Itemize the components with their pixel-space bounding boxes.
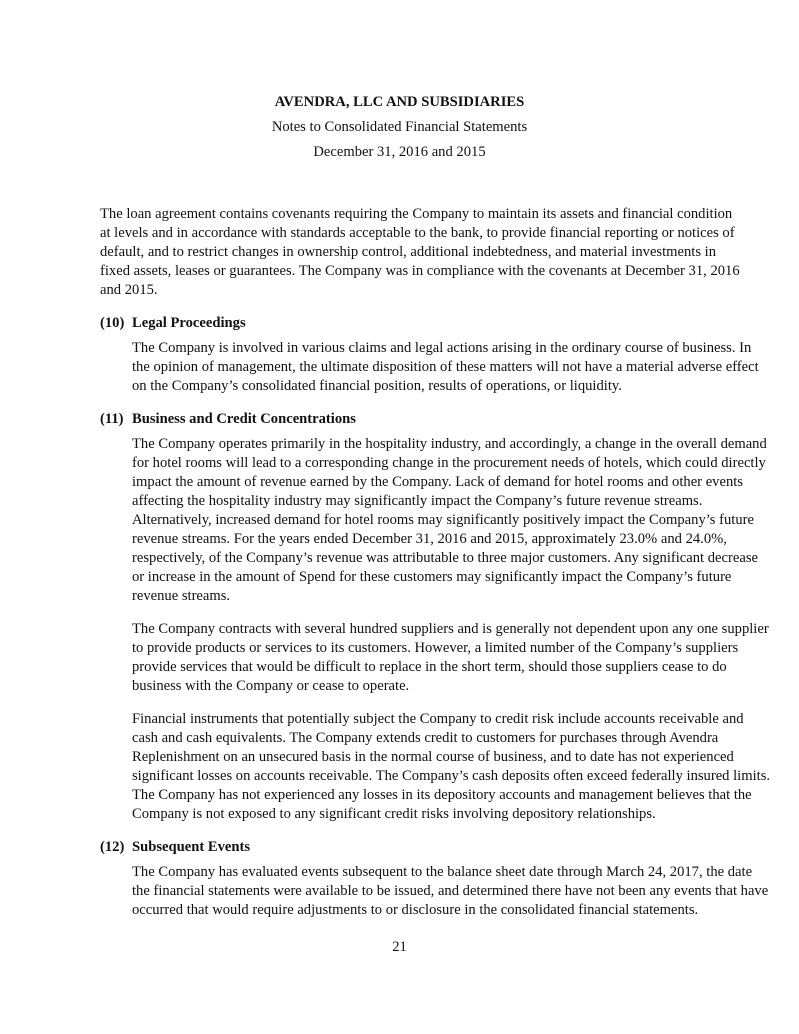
text-line: to provide products or services to its customers. However, a limited number of the Company’s suppliers [132,640,739,656]
text-line: revenue streams. [132,588,231,604]
text-line: the opinion of management, the ultimate disposition of these matters will not have a material adverse effect [132,359,759,375]
section-heading [100,410,740,429]
text-line: at levels and in accordance with standards acceptable to the bank, to provide financial reporting or notices of [100,225,735,241]
document-body [100,205,771,934]
text-line: significant losses on accounts receivable. The Company’s cash deposits often exceed federally insured limits. [132,768,771,784]
section-number: (10) [100,315,125,331]
text-line: The Company contracts with several hundred suppliers and is generally not dependent upon any one supplier [132,621,769,637]
section-heading [100,838,740,857]
text-line: on the Company’s consolidated financial position, results of operations, or liquidity. [132,378,622,394]
document-subtitle: Notes to Consolidated Financial Statements [271,119,528,135]
section-title: Subsequent Events [132,839,251,855]
text-line: provide services that would be difficult to replace in the short term, should those suppliers cease to do [132,659,727,675]
text-line: default, and to restrict changes in ownership control, additional indebtedness, and material investments in [100,244,717,260]
text-line: business with the Company or cease to operate. [132,678,410,694]
text-line: and 2015. [100,282,158,298]
text-line: revenue streams. For the years ended December 31, 2016 and 2015, approximately 23.0% and 24.0%, [132,531,727,547]
text-line: Replenishment on an unsecured basis in the normal course of business, and to date has not experienced [132,749,734,765]
section-title: Business and Credit Concentrations [132,411,356,427]
text-line: cash and cash equivalents. The Company extends credit to customers for purchases through Avendra [132,730,719,746]
text-line: respectively, of the Company’s revenue was attributable to three major customers. Any significant decrease [132,550,758,566]
text-line: The Company operates primarily in the hospitality industry, and accordingly, a change in the overall demand [132,436,767,452]
section-heading [100,314,740,333]
intro-paragraph [100,205,740,300]
page-number: 21 [392,939,407,955]
section-number: (11) [100,411,124,427]
section-paragraph [132,620,769,696]
text-line: or increase in the amount of Spend for these customers may significantly impact the Company’s future [132,569,732,585]
text-line: affecting the hospitality industry may significantly impact the Company’s future revenue streams. [132,493,703,509]
section-paragraph [132,710,771,824]
document-date: December 31, 2016 and 2015 [313,144,486,160]
text-line: fixed assets, leases or guarantees. The Company was in compliance with the covenants at December 31, 2016 [100,263,740,279]
text-line: impact the amount of revenue earned by the Company. Lack of demand for hotel rooms and other events [132,474,743,490]
text-line: The Company has not experienced any losses in its depository accounts and management believes that the [132,787,752,803]
section-paragraph [132,435,767,606]
text-line: The Company is involved in various claims and legal actions arising in the ordinary course of business. In [132,340,752,356]
text-line: the financial statements were available to be issued, and determined there have not been any events that have [132,883,769,899]
section-paragraph [132,339,759,396]
section-title: Legal Proceedings [132,315,246,331]
text-line: The loan agreement contains covenants requiring the Company to maintain its assets and financial condition [100,206,733,222]
text-line: Alternatively, increased demand for hotel rooms may significantly positively impact the Company’s future [132,512,754,528]
section-number: (12) [100,839,125,855]
text-line: The Company has evaluated events subsequent to the balance sheet date through March 24, 2017, the date [132,864,753,880]
section-paragraph [132,863,769,920]
text-line: occurred that would require adjustments to or disclosure in the consolidated financial statements. [132,902,699,918]
text-line: Company is not exposed to any significant credit risks involving depository relationships. [132,806,656,822]
company-title: AVENDRA, LLC AND SUBSIDIARIES [274,94,525,110]
text-line: Financial instruments that potentially subject the Company to credit risk include accounts receivable and [132,711,744,727]
text-line: for hotel rooms will lead to a corresponding change in the procurement needs of hotels, which could directly [132,455,766,471]
